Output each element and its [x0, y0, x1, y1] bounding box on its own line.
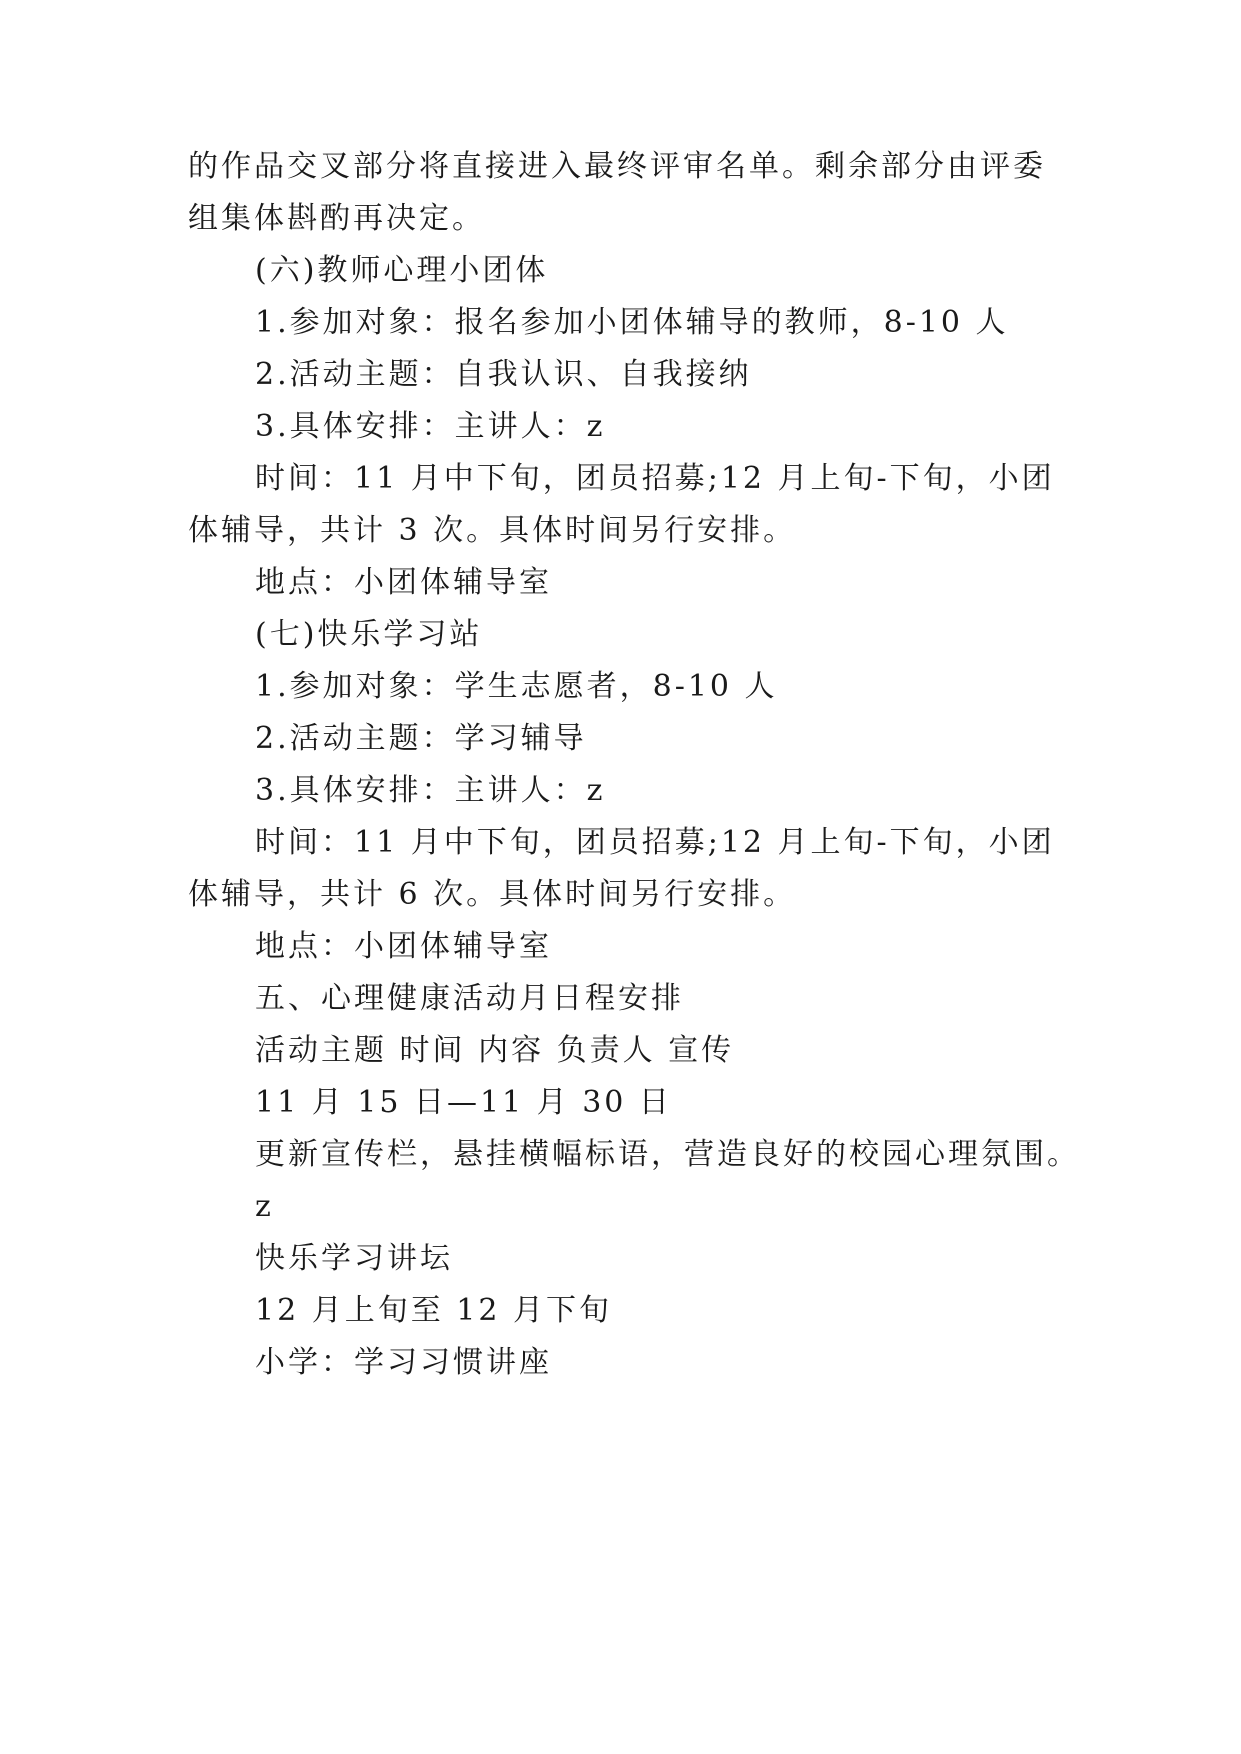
paragraph-line: 体辅导，共计 6 次。具体时间另行安排。	[188, 877, 797, 912]
paragraph-line: 12 月上旬至 12 月下旬	[255, 1293, 612, 1328]
paragraph-line: 组集体斟酌再决定。	[188, 201, 485, 236]
paragraph-line: z	[255, 1189, 274, 1224]
section-heading: (七)快乐学习站	[255, 617, 483, 652]
list-item: 2.活动主题：自我认识、自我接纳	[255, 357, 752, 392]
section-heading: (六)教师心理小团体	[255, 253, 549, 288]
paragraph-line: 地点：小团体辅导室	[255, 565, 552, 600]
paragraph-line: 11 月 15 日—11 月 30 日	[255, 1085, 672, 1120]
paragraph-line: 小学：学习习惯讲座	[255, 1345, 552, 1380]
paragraph-line: 体辅导，共计 3 次。具体时间另行安排。	[188, 513, 797, 548]
list-item: 2.活动主题：学习辅导	[255, 721, 587, 756]
paragraph-line: 地点：小团体辅导室	[255, 929, 552, 964]
list-item: 1.参加对象：学生志愿者，8-10 人	[255, 669, 778, 704]
list-item: 3.具体安排：主讲人：z	[255, 409, 606, 444]
table-header-line: 活动主题 时间 内容 负责人 宣传	[255, 1033, 735, 1068]
list-item: 1.参加对象：报名参加小团体辅导的教师，8-10 人	[255, 305, 1009, 340]
paragraph-line: 时间：11 月中下旬，团员招募;12 月上旬-下旬，小团	[255, 825, 1055, 860]
section-heading: 五、心理健康活动月日程安排	[255, 981, 684, 1016]
paragraph-line: 时间：11 月中下旬，团员招募;12 月上旬-下旬，小团	[255, 461, 1055, 496]
paragraph-line: 更新宣传栏，悬挂横幅标语，营造良好的校园心理氛围。	[255, 1137, 1080, 1172]
paragraph-line: 快乐学习讲坛	[255, 1241, 453, 1276]
list-item: 3.具体安排：主讲人：z	[255, 773, 606, 808]
paragraph-line: 的作品交叉部分将直接进入最终评审名单。剩余部分由评委	[188, 149, 1046, 184]
